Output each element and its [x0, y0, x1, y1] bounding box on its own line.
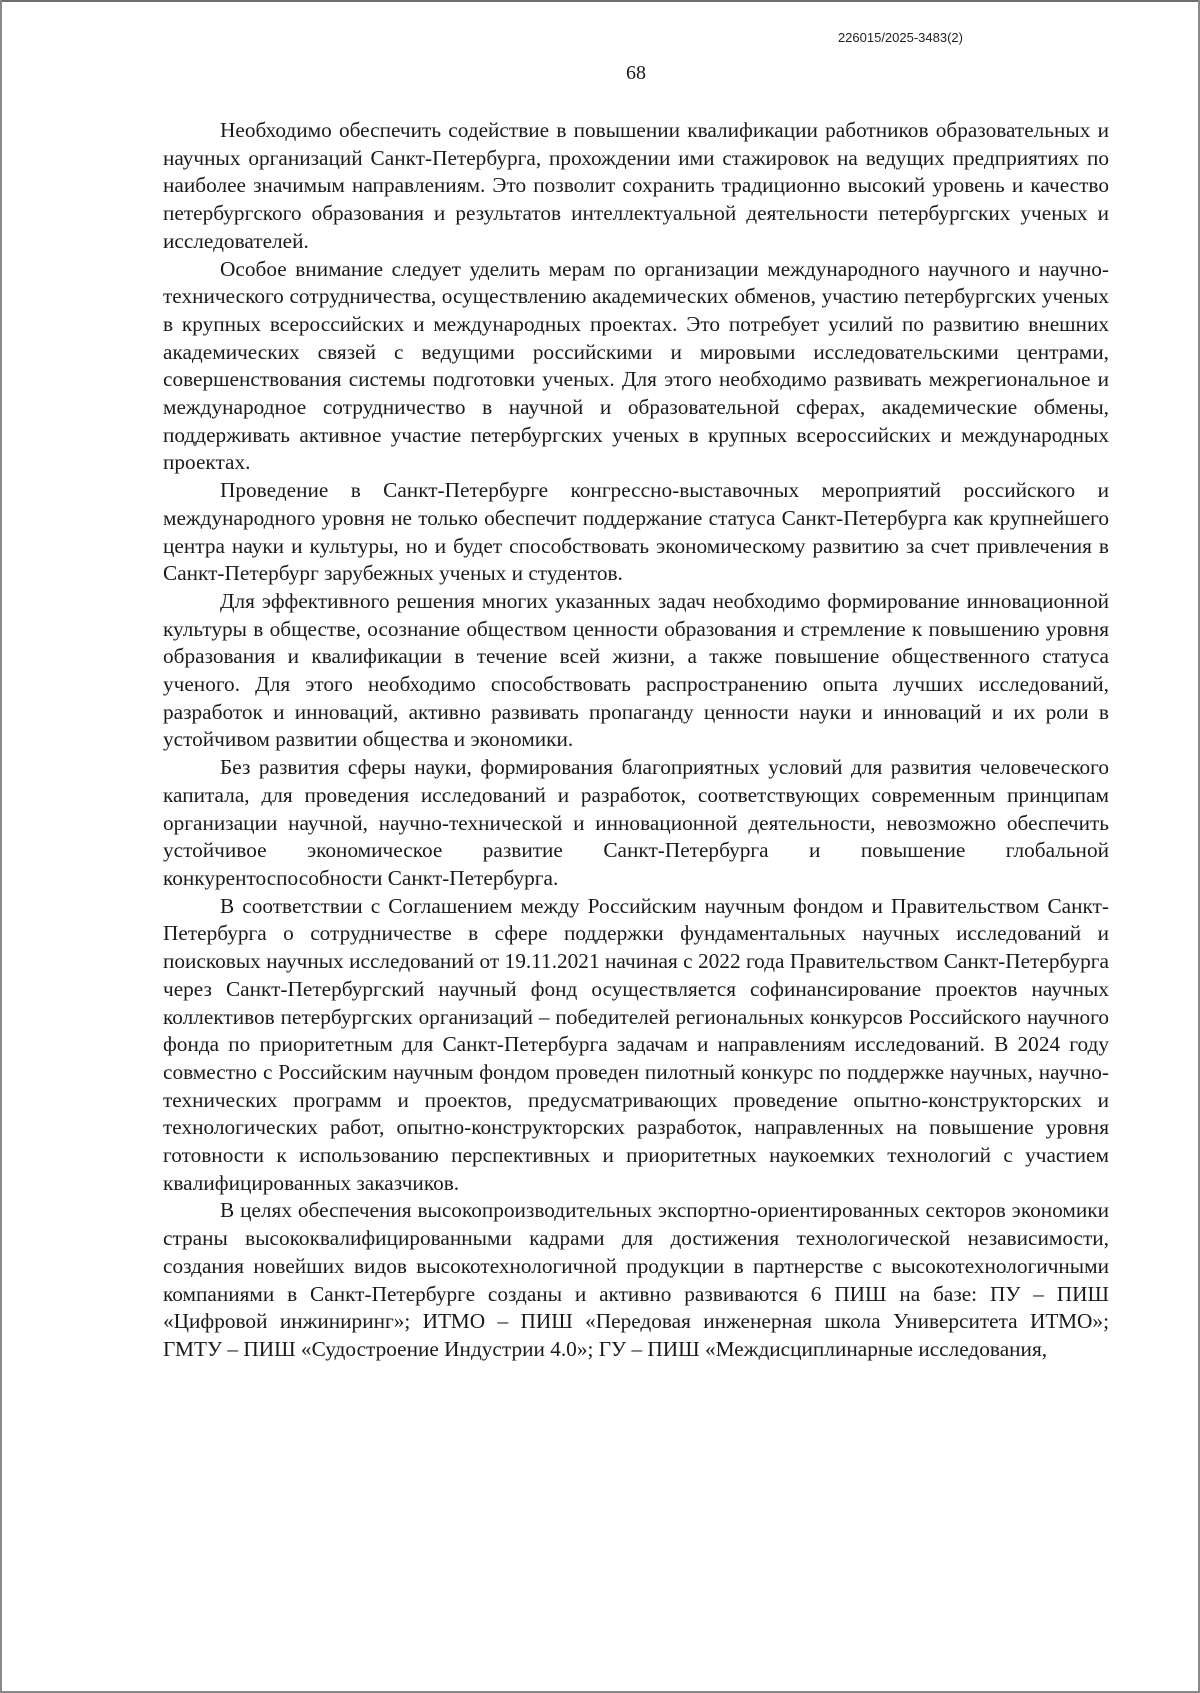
paragraph: В соответствии с Соглашением между Российским научным фондом и Правительством Санкт-Петербурга о сотрудничестве в сфере поддержки фундаментальных научных исследований и поисковых научных исследований от 19.11.2021 начиная с 2022 года Правительством Санкт-Петербурга через Санкт-Петербургский научный фонд осуществляется софинансирование проектов научных коллективов петербургских организаций – победителей региональных конкурсов Российского научного фонда по приоритетным для Санкт-Петербурга задачам и направлениям исследований. В 2024 году совместно с Российским научным фондом проведен пилотный конкурс по поддержке научных, научно-технических программ и проектов, предусматривающих проведение опытно-конструкторских и технологических работ, опытно-конструкторских разработок, направленных на повышение уровня готовности к использованию перспективных и приоритетных наукоемких технологий с участием квалифицированных заказчиков.	[163, 893, 1109, 1195]
page-number: 68	[626, 62, 646, 84]
paragraph: В целях обеспечения высокопроизводительных экспортно-ориентированных секторов экономики страны высококвалифицированными кадрами для достижения технологической независимости, создания новейших видов высокотехнологичной продукции в партнерстве с высокотехнологичными компаниями в Санкт-Петербурге созданы и активно развиваются 6 ПИШ на базе: ПУ – ПИШ «Цифровой инжиниринг»; ИТМО – ПИШ «Передовая инженерная школа Университета ИТМО»; ГМТУ – ПИШ «Судостроение Индустрии 4.0»; ГУ – ПИШ «Междисциплинарные исследования,	[163, 1198, 1109, 1361]
paragraph: Проведение в Санкт-Петербурге конгрессно-выставочных мероприятий российского и международного уровня не только обеспечит поддержание статуса Санкт-Петербурга как крупнейшего центра науки и культуры, но и будет способствовать экономическому развитию за счет привлечения в Санкт-Петербург зарубежных ученых и студентов.	[163, 478, 1109, 586]
document-id: 226015/2025-3483(2)	[837, 30, 963, 45]
paragraph: Без развития сферы науки, формирования благоприятных условий для развития человеческого капитала, для проведения исследований и разработок, соответствующих современным принципам организации научной, научно-технической и инновационной деятельности, невозможно обеспечить устойчивое экономическое развитие Санкт-Петербурга и повышение глобальной конкурентоспособности Санкт-Петербурга.	[163, 755, 1109, 890]
paragraph: Для эффективного решения многих указанных задач необходимо формирование инновационной культуры в обществе, осознание обществом ценности образования и стремление к повышению уровня образования и квалификации в течение всей жизни, а также повышение общественного статуса ученого. Для этого необходимо способствовать распространению опыта лучших исследований, разработок и инноваций, активно развивать пропаганду ценности науки и инноваций и их роли в устойчивом развитии общества и экономики.	[163, 588, 1109, 752]
scan-border-top	[0, 0, 1200, 2]
paragraph: Особое внимание следует уделить мерам по организации международного научного и научно-технического сотрудничества, осуществлению академических обменов, участию петербургских ученых в крупных всероссийских и международных проектах. Это потребует усилий по развитию внешних академических связей с ведущими российскими и мировыми исследовательскими центрами, совершенствования системы подготовки ученых. Для этого необходимо развивать межрегиональное и международное сотрудничество в научной и образовательной сферах, академические обмены, поддерживать активное участие петербургских ученых в крупных всероссийских и международных проектах.	[163, 256, 1109, 475]
document-body	[163, 117, 1109, 1364]
paragraph: Необходимо обеспечить содействие в повышении квалификации работников образовательных и научных организаций Санкт-Петербурга, прохождении ими стажировок на ведущих предприятиях по наиболее значимым направлениям. Это позволит сохранить традиционно высокий уровень и качество петербургского образования и результатов интеллектуальной деятельности петербургских ученых и исследователей.	[163, 118, 1109, 253]
scan-border-left	[0, 0, 2, 1693]
